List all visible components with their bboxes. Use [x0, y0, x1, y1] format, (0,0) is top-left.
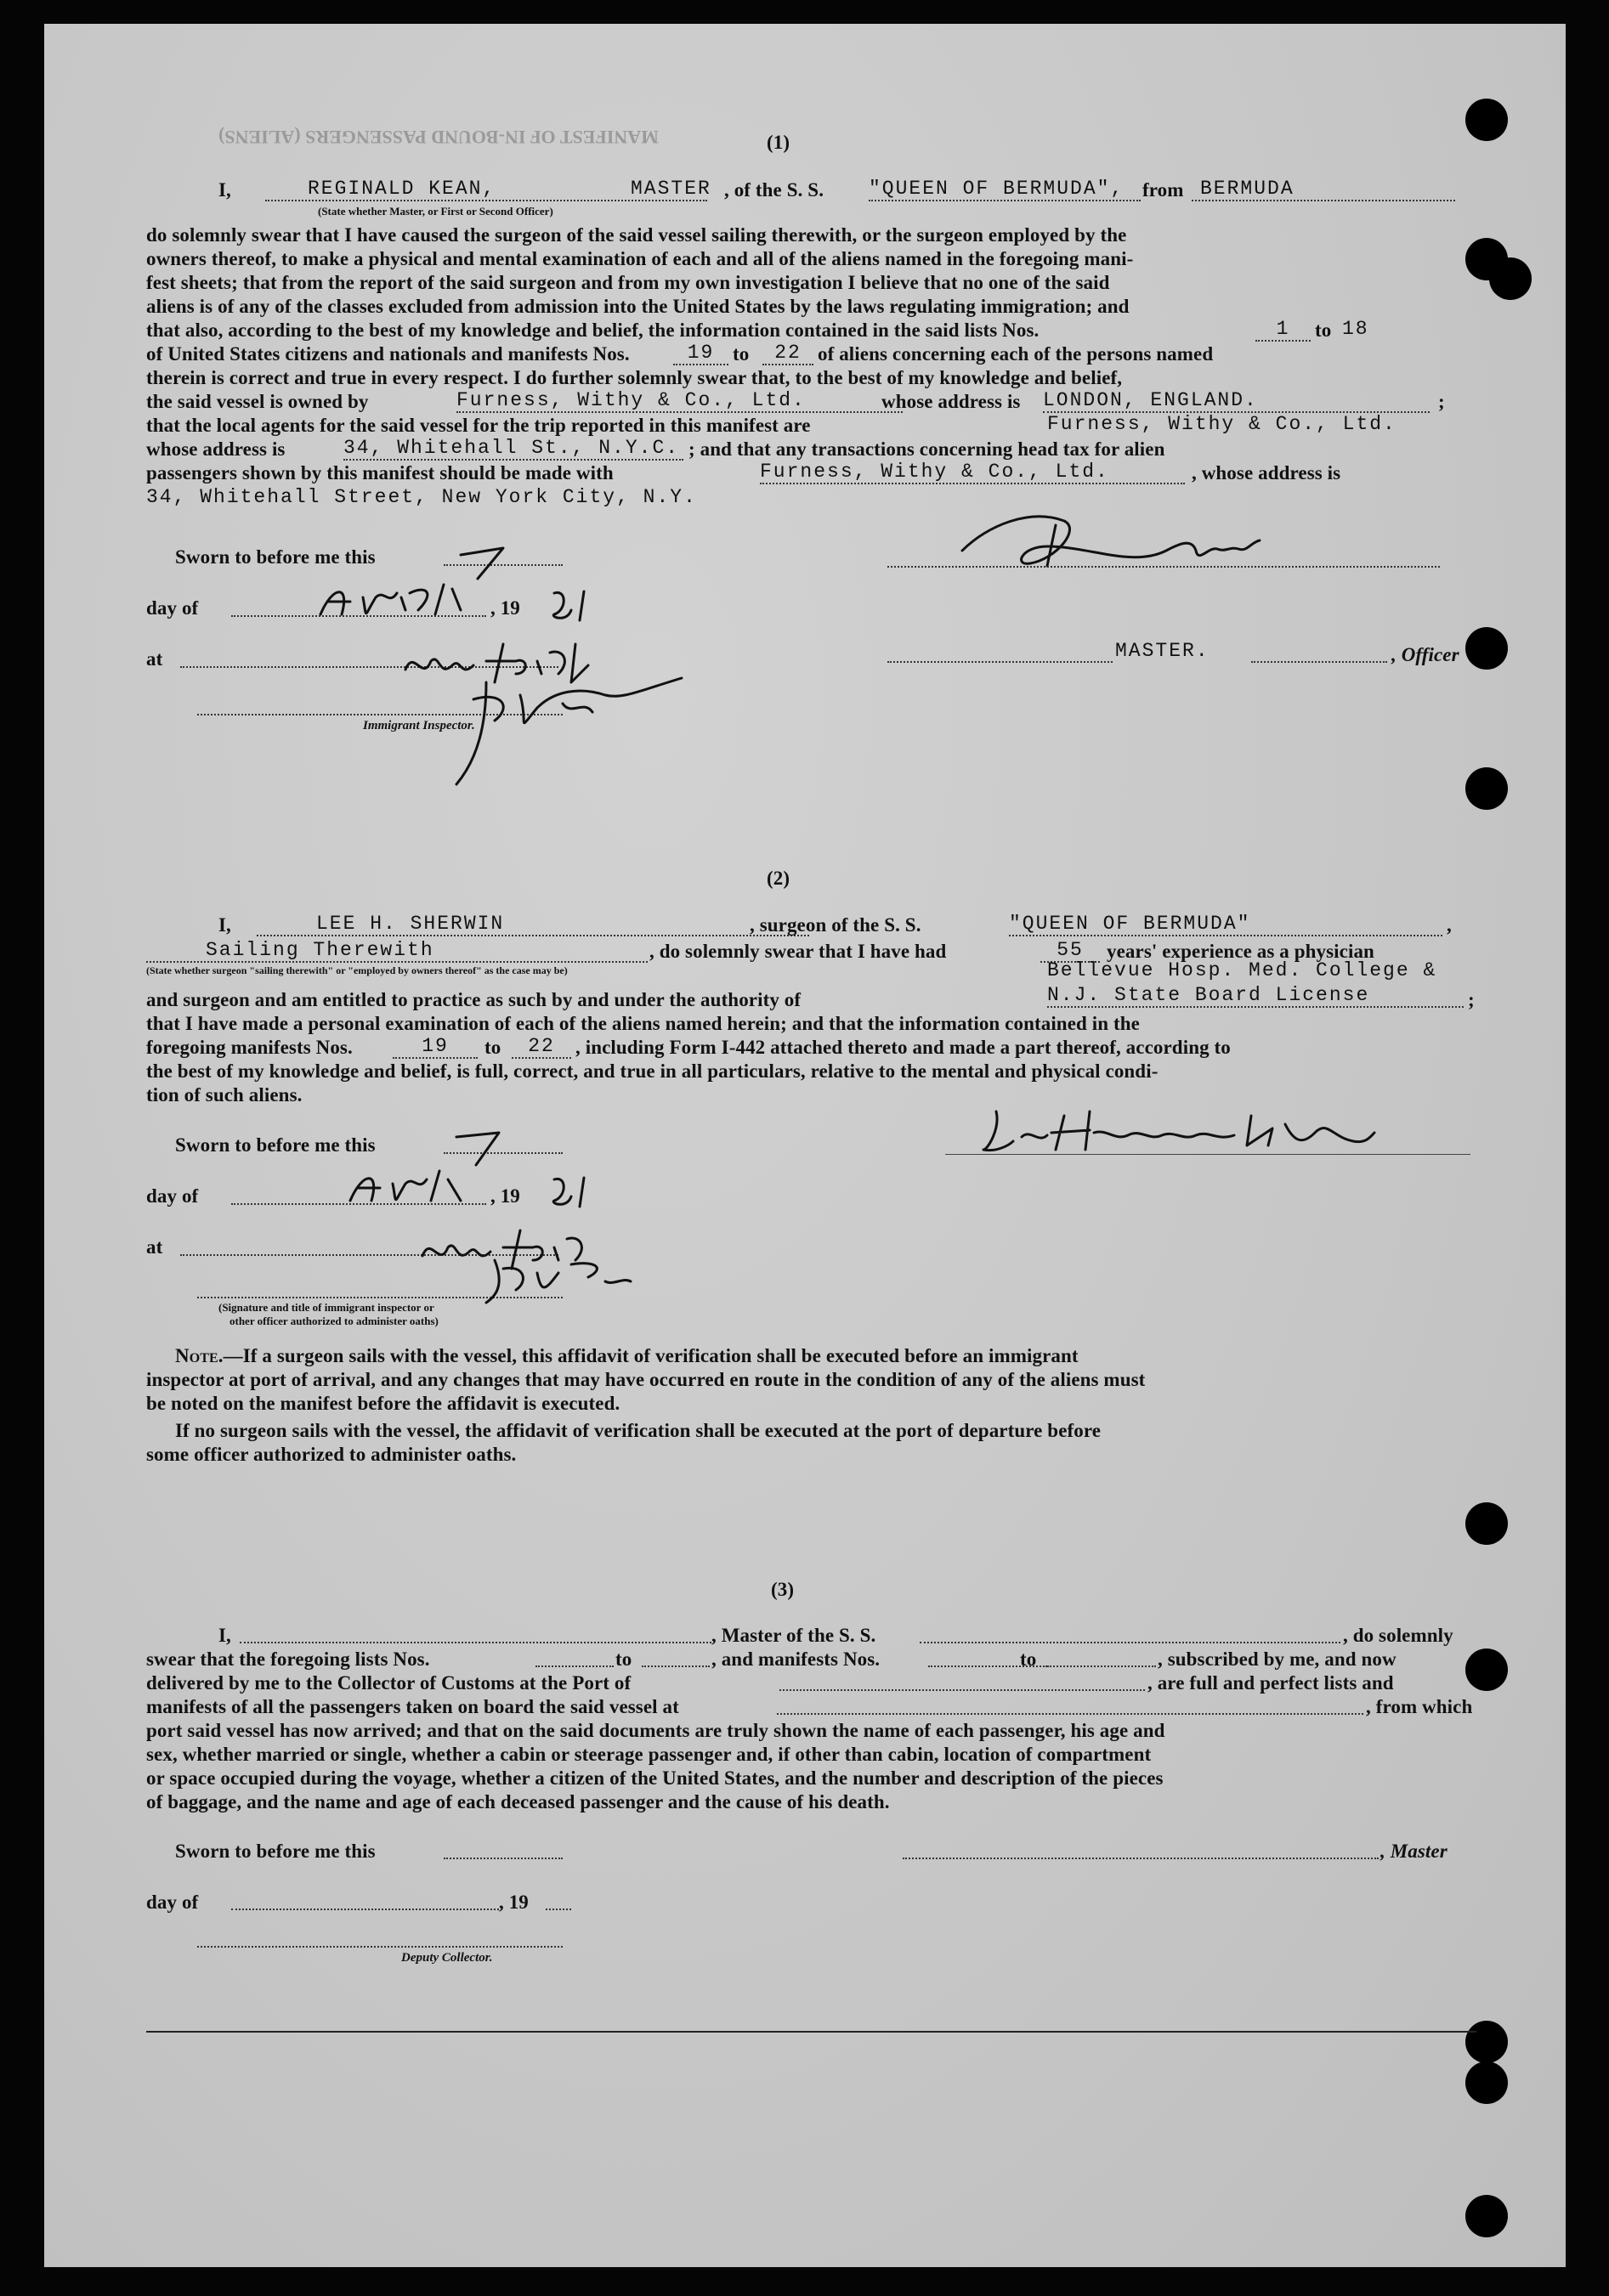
punch-hole: [1465, 627, 1508, 670]
label: I,: [218, 914, 231, 936]
field-hint: (Signature and title of immigrant inspector or: [218, 1301, 434, 1314]
rank-field: MASTER: [631, 178, 711, 200]
text-line: fest sheets; that from the report of the said surgeon and from my own investigation I believe that no one of the said: [146, 272, 1110, 293]
inspector-signature: [478, 1256, 648, 1311]
text-line: years' experience as a physician: [1107, 941, 1374, 962]
section-number: (2): [767, 868, 790, 889]
license-field: N.J. State Board License: [1047, 984, 1464, 1008]
text-line: owners thereof, to make a physical and mental examination of each and all of the aliens named in the foregoing mani-: [146, 248, 1134, 269]
lists-to-field: 18: [1342, 318, 1369, 340]
field-hint: Deputy Collector.: [401, 1951, 493, 1965]
label: , Officer: [1391, 644, 1459, 665]
manifest-to-field: 22: [512, 1035, 571, 1059]
label: ;: [1438, 391, 1445, 412]
text-line: ; and that any transactions concerning head tax for alien: [688, 438, 1165, 460]
label: Sworn to before me this: [175, 1841, 376, 1862]
label: to: [733, 343, 750, 365]
lists-from-field: 1: [1255, 318, 1311, 342]
text-line: port said vessel has now arrived; and that on the said documents are truly shown the name of each passenger, his age and: [146, 1720, 1165, 1741]
label: Sworn to before me this: [175, 546, 376, 568]
text-line: , subscribed by me, and now: [1158, 1648, 1397, 1670]
punch-hole: [1465, 767, 1508, 810]
inspector-signature: [435, 674, 690, 797]
label: , 19: [499, 1892, 529, 1913]
headtax-address-field: 34, Whitehall Street, New York City, N.Y.: [146, 486, 697, 508]
note-text: be noted on the manifest before the affidavit is executed.: [146, 1393, 620, 1414]
handwritten-month: [346, 1162, 490, 1218]
label: from: [1142, 179, 1184, 201]
label: , 19: [490, 1185, 520, 1207]
text-line: , are full and perfect lists and: [1147, 1672, 1394, 1694]
bottom-rule: [146, 2031, 1476, 2033]
label: ;: [1468, 989, 1475, 1010]
label: at: [146, 648, 163, 670]
text-line: , including Form I-442 attached thereto and made a part thereof, according to: [575, 1037, 1231, 1058]
field-hint: Immigrant Inspector.: [363, 719, 475, 732]
text-line: of United States citizens and nationals and manifests Nos.: [146, 343, 630, 365]
label: , 19: [490, 597, 520, 619]
surgeon-signature: [979, 1103, 1379, 1167]
label: day of: [146, 1185, 199, 1207]
text-line: , from which: [1366, 1696, 1473, 1717]
years-experience-field: 55: [1040, 939, 1100, 963]
text-line: , and manifests Nos.: [711, 1648, 881, 1670]
note-text: some officer authorized to administer oaths.: [146, 1444, 517, 1465]
text-line: , do solemnly swear that I have had: [649, 941, 947, 962]
field-hint: other officer authorized to administer oaths): [229, 1315, 439, 1327]
text-line: sex, whether married or single, whether a cabin or steerage passenger and, if other than cabin, location of compartment: [146, 1744, 1152, 1765]
headtax-agent-field: Furness, Withy & Co., Ltd.: [760, 461, 1185, 484]
label: to: [484, 1037, 501, 1058]
label: at: [146, 1236, 163, 1258]
label: day of: [146, 597, 199, 619]
label: I,: [218, 1625, 231, 1646]
handwritten-month: [316, 576, 478, 631]
note-text: If no surgeon sails with the vessel, the affidavit of verification shall be executed at the port of departure before: [175, 1420, 1102, 1441]
label: , surgeon of the S. S.: [750, 914, 921, 936]
text-line: and surgeon and am entitled to practice as such by and under the authority of: [146, 989, 802, 1010]
label: to: [1020, 1648, 1037, 1670]
label: whose address is: [881, 391, 1021, 412]
text-line: foregoing manifests Nos.: [146, 1037, 353, 1058]
punch-hole: [1465, 1648, 1508, 1691]
punch-hole: [1465, 2021, 1508, 2063]
sailing-status-field: Sailing Therewith: [146, 939, 648, 963]
officer-title-field: MASTER.: [1115, 640, 1210, 662]
note-text: inspector at port of arrival, and any changes that may have occurred en route in the condition of any of the aliens must: [146, 1369, 1146, 1390]
text-line: of aliens concerning each of the persons named: [818, 343, 1214, 365]
manifest-from-field: 19: [673, 342, 728, 365]
text-line: therein is correct and true in every respect. I do further solemnly swear that, to the best of my knowledge and belief,: [146, 367, 1123, 388]
text-line: or space occupied during the voyage, whether a citizen of the United States, and the number and description of the pieces: [146, 1767, 1164, 1789]
faint-header: MANIFEST OF IN-BOUND PASSENGERS (ALIENS): [218, 127, 659, 148]
text-line: do solemnly swear that I have caused the surgeon of the said vessel sailing therewith, or the surgeon employed by the: [146, 224, 1127, 246]
label: , Master: [1380, 1841, 1448, 1862]
text-line: swear that the foregoing lists Nos.: [146, 1648, 430, 1670]
surgeon-name-field: LEE H. SHERWIN: [257, 913, 809, 936]
master-signature: [954, 500, 1268, 597]
label: Sworn to before me this: [175, 1134, 376, 1156]
punch-hole: [1465, 1502, 1508, 1545]
master-name-field: REGINALD KEAN,: [265, 178, 707, 201]
vessel-field: "QUEEN OF BERMUDA",: [869, 178, 1141, 201]
manifest-to-field: 22: [762, 342, 813, 365]
text-line: manifests of all the passengers taken on board the said vessel at: [146, 1696, 679, 1717]
section-number: (3): [771, 1579, 795, 1600]
punch-hole: [1489, 257, 1532, 300]
text-line: that also, according to the best of my knowledge and belief, the information contained in the said lists Nos.: [146, 320, 1040, 341]
label: ,: [1447, 914, 1452, 936]
text-line: delivered by me to the Collector of Customs at the Port of: [146, 1672, 632, 1694]
text-line: , whose address is: [1192, 462, 1341, 484]
document-page: [44, 24, 1566, 2267]
agents-field: Furness, Withy & Co., Ltd.: [1047, 413, 1397, 435]
label: , of the S. S.: [724, 179, 824, 201]
note-text: Note.—If a surgeon sails with the vessel, this affidavit of verification shall be executed before an immigrant: [175, 1345, 1079, 1366]
label: I,: [218, 179, 231, 201]
label: whose address is: [146, 438, 286, 460]
owner-field: Furness, Withy & Co., Ltd.: [456, 389, 903, 413]
vessel-field: "QUEEN OF BERMUDA": [1009, 913, 1442, 936]
text-line: passengers shown by this manifest should be made with: [146, 462, 614, 484]
punch-hole: [1465, 2061, 1508, 2104]
text-line: , do solemnly: [1343, 1625, 1453, 1646]
text-line: the said vessel is owned by: [146, 391, 369, 412]
text-line: aliens is of any of the classes excluded from admission into the United States by the laws regulating immigration; and: [146, 296, 1130, 317]
label: to: [1315, 320, 1332, 341]
handwritten-year: [546, 585, 605, 631]
punch-hole: [1465, 2195, 1508, 2237]
text-line: , Master of the S. S.: [711, 1625, 876, 1646]
college-field: Bellevue Hosp. Med. College &: [1047, 959, 1437, 981]
owner-address-field: LONDON, ENGLAND.: [1043, 389, 1430, 413]
text-line: the best of my knowledge and belief, is full, correct, and true in all particulars, relative to the mental and physical condi-: [146, 1060, 1159, 1082]
manifest-from-field: 19: [393, 1035, 478, 1059]
label: to: [615, 1648, 632, 1670]
punch-hole: [1465, 99, 1508, 141]
handwritten-year: [546, 1171, 605, 1218]
text-line: that I have made a personal examination of each of the aliens named herein; and that the information contained in the: [146, 1013, 1140, 1034]
section-number: (1): [767, 132, 790, 153]
text-line: that the local agents for the said vessel for the trip reported in this manifest are: [146, 415, 811, 436]
from-port-field: BERMUDA: [1192, 178, 1455, 201]
text-line: tion of such aliens.: [146, 1084, 303, 1106]
field-hint: (State whether surgeon "sailing therewith" or "employed by owners thereof" as the case may be): [146, 964, 568, 976]
field-hint: (State whether Master, or First or Second Officer): [318, 205, 553, 218]
agents-address-field: 34, Whitehall St., N.Y.C.: [343, 437, 683, 461]
label: day of: [146, 1892, 199, 1913]
text-line: of baggage, and the name and age of each deceased passenger and the cause of his death.: [146, 1791, 890, 1812]
